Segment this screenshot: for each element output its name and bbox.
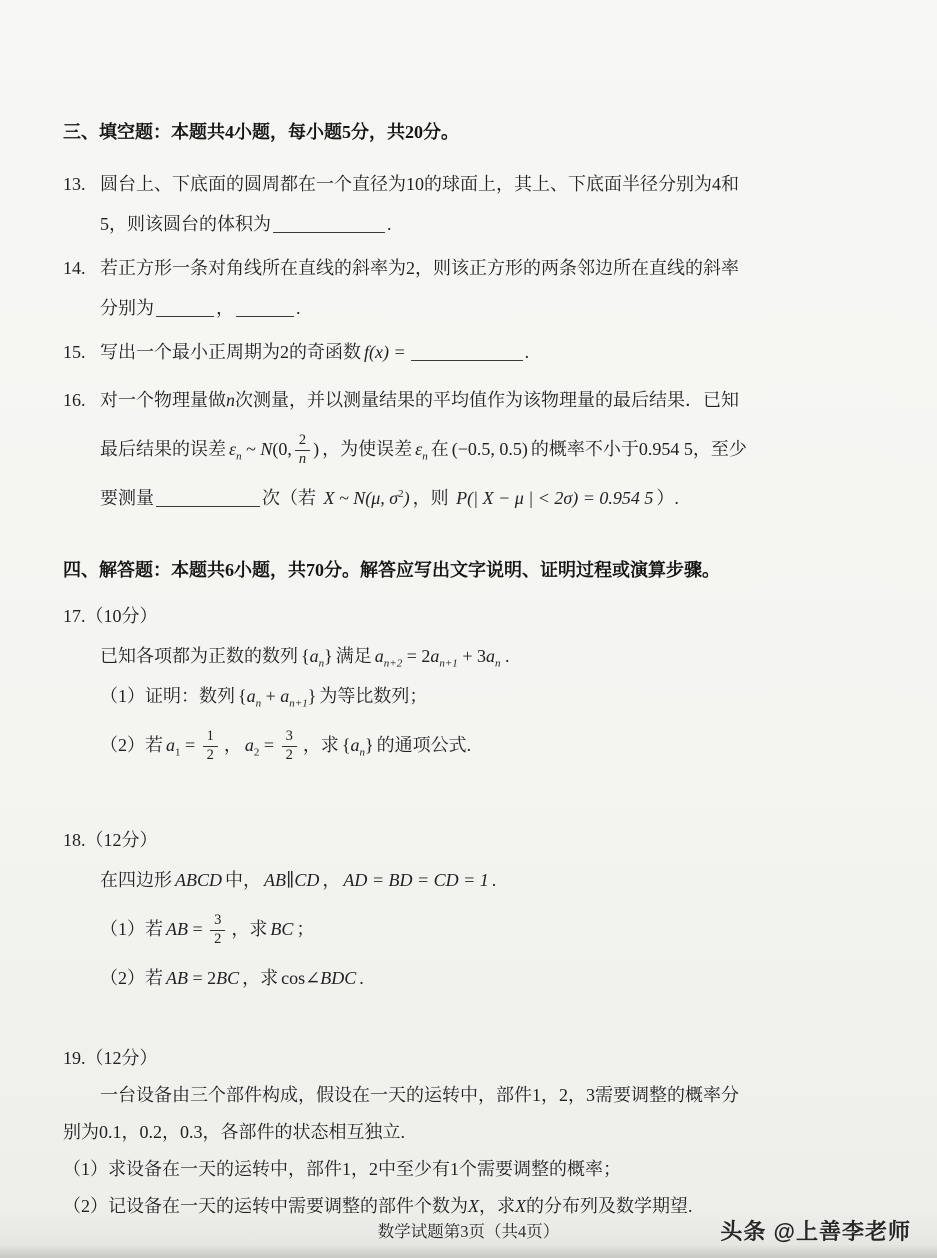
brace: { (341, 735, 351, 755)
section-title: 三、填空题： (63, 122, 171, 142)
variable: a (166, 735, 175, 755)
cos-angle: cos∠ (281, 968, 321, 988)
text-run: ， (223, 735, 242, 755)
question-17-intro (63, 636, 877, 676)
text-run: ，求 (302, 735, 339, 755)
text-run: 在 (430, 439, 449, 459)
paren: ) (403, 488, 410, 508)
variable: N (260, 439, 273, 459)
fraction-denominator: 2 (206, 747, 214, 764)
text-run: 5，则该圆台的体积为 (100, 214, 271, 234)
text-run: 在四边形 (100, 870, 172, 890)
text-run: . (359, 968, 364, 988)
answer-blank (156, 488, 260, 507)
variable: a (244, 735, 254, 755)
parallel-symbol: ∥ (286, 870, 295, 890)
question-13 (63, 164, 877, 244)
paren: (0, (272, 439, 292, 459)
variable: a (350, 735, 360, 755)
answer-blank (236, 298, 294, 317)
fraction (203, 729, 218, 764)
text-run: 写出一个最小正周期为2的奇函数 (100, 342, 361, 362)
text-run: 中， (225, 870, 261, 890)
variable: X (468, 1196, 479, 1216)
question-number: 15. (63, 342, 86, 362)
operator: ~ (241, 439, 261, 459)
brace: { (238, 686, 247, 706)
subscript: n+1 (289, 697, 308, 710)
fraction-numerator: 2 (295, 433, 310, 451)
question-16 (63, 380, 877, 518)
text-run: ，求 (242, 968, 279, 988)
text-run: 证明：数列 (145, 686, 235, 706)
text-run: 的分布列及数学期望. (526, 1196, 693, 1216)
math-run: (−0.5, 0.5) (451, 439, 528, 459)
text-run: . (491, 870, 497, 890)
variable: X (515, 1196, 526, 1216)
math-run (374, 646, 510, 670)
brace: } (364, 735, 374, 755)
text-run: . (296, 298, 301, 318)
text-run: ）. (656, 488, 679, 508)
fraction (210, 913, 225, 948)
math-run (341, 735, 374, 759)
variable: a (246, 686, 256, 706)
subscript: 1 (175, 746, 181, 759)
question-14-line-1 (63, 248, 877, 288)
text-run: ，求 (479, 1196, 515, 1216)
fraction-numerator: 3 (282, 729, 297, 747)
math-run (166, 968, 239, 988)
math-run (238, 686, 317, 710)
variable: a (485, 646, 495, 666)
operator: = (188, 919, 208, 939)
question-18 (63, 820, 877, 998)
variable: ε (415, 439, 423, 459)
text-run: . (387, 214, 392, 234)
question-14 (63, 248, 877, 328)
part-label: （2） (100, 735, 145, 755)
section-desc: 本题共6小题，共70分。解答应写出文字说明、证明过程或演算步骤。 (171, 560, 720, 580)
variable: a (280, 686, 290, 706)
variable: BC (216, 968, 240, 988)
question-number: 13. (63, 174, 86, 194)
text-run: 若 (145, 919, 163, 939)
variable: BDC (320, 968, 357, 988)
fraction-denominator: n (298, 451, 307, 468)
watermark: 头条 @上善李老师 (720, 1219, 911, 1244)
section-answer-header (63, 550, 877, 590)
question-19 (63, 1040, 877, 1225)
brace: } (324, 646, 333, 666)
subscript: n (318, 657, 325, 670)
variable: BC (270, 919, 294, 939)
math-run (324, 488, 410, 508)
text-run: 满足 (335, 646, 372, 666)
math-run (264, 870, 319, 890)
operator: + (261, 686, 281, 706)
variable: AB (166, 968, 188, 988)
section-desc: 本题共4小题，每小题5分，共20分。 (171, 122, 459, 142)
part-label: （1） (100, 686, 145, 706)
answer-blank (156, 298, 214, 317)
question-19-part-1: （1）求设备在一天的运转中，部件1，2中至少有1个需要调整的概率； (63, 1159, 621, 1179)
text-run: 的概率不小于0.954 5，至少 (530, 439, 747, 459)
subscript: 2 (253, 746, 260, 759)
text-run: ， (322, 870, 341, 890)
math-run: AD = BD = CD = 1 (343, 870, 489, 890)
fraction-numerator: 1 (203, 729, 218, 747)
variable: ABCD (175, 870, 222, 890)
answer-blank (411, 342, 523, 361)
text-run: 已知各项都为正数的数列 (100, 646, 298, 666)
variable: AB (264, 870, 286, 890)
question-15-line-1 (63, 332, 877, 372)
operator: = 2 (402, 646, 431, 666)
fraction (295, 433, 310, 468)
question-18-part-1 (63, 900, 877, 958)
brace: } (307, 686, 317, 706)
fraction-denominator: 2 (214, 931, 222, 948)
operator: = (259, 735, 279, 755)
math-run: f(x) = (364, 342, 406, 362)
text-run: ； (296, 919, 315, 939)
text-run: 为等比数列； (319, 686, 428, 706)
variable: a (430, 646, 440, 666)
text-run: 的通项公式. (376, 735, 472, 755)
text-run: （2）记设备在一天的运转中需要调整的部件个数为 (63, 1196, 468, 1216)
variable: CD (294, 870, 320, 890)
question-19-line-1: 一台设备由三个部件构成，假设在一天的运转中，部件1，2，3需要调整的概率分 (100, 1085, 739, 1105)
paren: ) (313, 439, 320, 459)
question-17-head: 17.（10分） (63, 606, 158, 626)
fraction-denominator: 2 (285, 747, 293, 764)
text-run: 圆台上、下底面的圆周都在一个直径为10的球面上，其上、下底面半径分别为4和 (100, 174, 739, 194)
fraction-numerator: 3 (210, 913, 225, 931)
text-run: ，求 (231, 919, 268, 939)
question-18-head: 18.（12分） (63, 830, 158, 850)
text-run: 次测量，并以测量结果的平均值作为该物理量的最后结果．已知 (235, 390, 739, 410)
text-run: . (524, 342, 530, 362)
text-run: ，为使误差 (322, 439, 413, 459)
question-17-part-1 (63, 676, 877, 716)
fraction (282, 729, 297, 764)
page-number-label: 数学试题第3页（共4页） (377, 1222, 560, 1241)
question-17-part-2 (63, 716, 877, 774)
question-16-line-3 (63, 478, 877, 518)
question-18-part-2 (63, 958, 877, 998)
operator: = 2 (188, 968, 217, 988)
brace: { (301, 646, 310, 666)
subscript: n+1 (439, 657, 458, 670)
math-run: X ~ N(μ, σ (323, 488, 399, 508)
subscript: n (236, 450, 242, 463)
text-run: ，则 (412, 488, 454, 508)
operator: = (180, 735, 200, 755)
question-18-intro (63, 860, 877, 900)
operator: + 3 (457, 646, 486, 666)
text-run: 要测量 (100, 488, 154, 508)
question-15 (63, 332, 877, 372)
question-19-head: 19.（12分） (63, 1048, 158, 1068)
math-run (166, 912, 228, 948)
answer-blank (273, 214, 385, 233)
variable: ε (229, 439, 237, 459)
part-label: （2） (100, 968, 145, 988)
math-run (301, 646, 333, 670)
question-17 (63, 596, 877, 774)
question-number: 14. (63, 258, 86, 278)
section-fill-in-header (63, 112, 877, 152)
text-run: . (500, 646, 510, 666)
question-13-line-2 (63, 204, 877, 244)
subscript: n (494, 657, 501, 670)
text-run: 若 (145, 968, 163, 988)
math-run: P(| X − μ | < 2σ) = 0.954 5 (456, 488, 654, 508)
math-run (415, 439, 428, 463)
variable: AB (166, 919, 188, 939)
question-number: 16. (63, 390, 86, 410)
question-16-line-2 (63, 420, 877, 478)
question-16-line-1 (63, 380, 877, 420)
section-title: 四、解答题： (63, 560, 171, 580)
variable: a (309, 646, 319, 666)
text-run: 最后结果的误差 (100, 439, 226, 459)
math-run (229, 432, 320, 468)
question-13-line-1 (63, 164, 877, 204)
math-run (244, 728, 300, 764)
text-run: 次（若 (262, 488, 321, 508)
question-19-line-2: 别为0.1，0.2，0.3，各部件的状态相互独立. (63, 1122, 405, 1142)
text-run: 若正方形一条对角线所在直线的斜率为2，则该正方形的两条邻边所在直线的斜率 (100, 258, 739, 278)
variable: a (374, 646, 384, 666)
subscript: n (422, 450, 428, 463)
text-run: ， (216, 298, 234, 318)
math-run (281, 968, 356, 988)
subscript: n (255, 697, 262, 710)
math-run (166, 728, 221, 764)
superscript: 2 (398, 488, 404, 500)
text-run: 对一个物理量做 (100, 390, 226, 410)
part-label: （1） (100, 919, 145, 939)
subscript: n+2 (383, 657, 403, 670)
text-run: 分别为 (100, 298, 154, 318)
question-14-line-2 (63, 288, 877, 328)
subscript: n (359, 746, 365, 759)
text-run: 若 (145, 735, 163, 755)
variable: n (226, 390, 235, 410)
